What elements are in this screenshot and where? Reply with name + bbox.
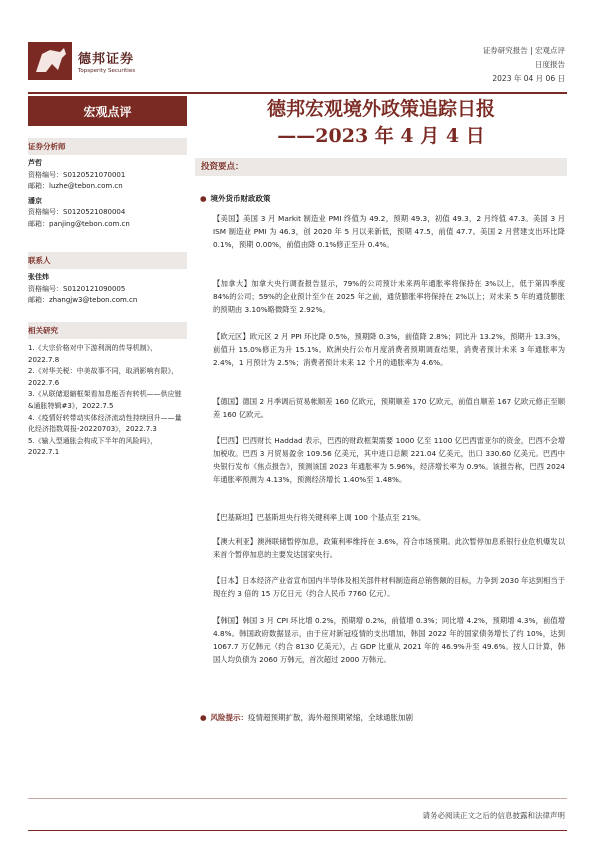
paragraph-japan: 【日本】日本经济产业省宣布国内半导体及相关部件材料制造商总销售额的目标，力争到 2030 年达到相当于现在约 3 倍的 15 万亿日元（约合人民币 7760 亿元）。 bbox=[213, 576, 565, 598]
related-item[interactable]: 5.《输入型通胀会构成下半年的风险吗》，2022.7.1 bbox=[28, 436, 158, 457]
footer-divider bbox=[28, 830, 567, 831]
paragraph-canada: 【加拿大】加拿大央行调查报告显示，79%的公司预计未来两年通胀率将保持在 3%以上，低于第四季度 84%的公司；59%的企业预计至少在 2025 年之前，通货膨胀率将保持在 2%以上；对未来 5 年的通货膨胀的预期由 3.10%略微降至 2.92%。 bbox=[213, 279, 565, 314]
header-divider bbox=[28, 92, 567, 94]
analysts-section bbox=[28, 138, 187, 231]
page-title bbox=[195, 96, 567, 150]
contact-cert: 资格编号：S0120121090005 bbox=[28, 284, 126, 293]
investment-points-heading: 投资要点： bbox=[195, 158, 567, 176]
related-item[interactable]: 3.《从联储退縮框架看加息能否有转机——供应链&通胀特辑#3》，2022.7.5 bbox=[28, 390, 182, 410]
related-item[interactable]: 4.《疫情好转带动实体经济流动性持续回升——量化经济指数周报-20220703》，2022.7.3 bbox=[28, 413, 182, 434]
title-line-2: ——2023 年 4 月 4 日 bbox=[277, 125, 485, 147]
paragraph-brazil: 【巴西】巴西财长 Haddad 表示，巴西的财政框架需要 1000 亿至 1100 亿巴西雷亚尔的资金，巴西不会增加税收。巴西 3 月贸易盈余 109.56 亿美元，其中进口总额 221.04 亿美元，出口 330.60 亿美元。巴西中央银行发布《焦点报告》，预测该国 2023 年通胀率为 5.96%，经济增长率为 0.9%。该报告称，巴西 2024 年通胀率预测为 4.13%，预测经济增长 1.40%至 1.48%。 bbox=[213, 436, 565, 484]
bull-logo-icon bbox=[28, 42, 72, 80]
paragraph-australia: 【澳大利亚】澳洲联储暂停加息，政策利率维持在 3.6%，符合市场预期。此次暂停加息系银行业危机爆发以来首个暂停加息的主要发达国家央行。 bbox=[213, 537, 565, 559]
analyst-name: 潘京 bbox=[28, 196, 42, 205]
header-info bbox=[483, 44, 565, 86]
related-section bbox=[28, 322, 187, 459]
analyst-cert: 资格编号：S0120521070001 bbox=[28, 170, 126, 179]
contact-section bbox=[28, 252, 187, 307]
paragraph-germany: 【德国】德国 2 月季调后贸易帐顺差 160 亿欧元，预期顺差 170 亿欧元，前值自顺差 167 亿欧元修正至顺差 160 亿欧元。 bbox=[213, 397, 565, 419]
risk-notice bbox=[200, 712, 413, 723]
paragraph-eurozone: 【欧元区】欧元区 2 月 PPI 环比降 0.5%，预期降 0.3%，前值降 2.8%；同比升 13.2%，预期升 13.3%，前值升 15.0%修正为升 15.1%。欧洲央行公布月度消费者预期调查结果，消费者预计未来 3 年通胀率为 2.4%，1 月预计为 2.5%；消费者预计未来 12 个月的通胀率为 4.6%。 bbox=[213, 332, 565, 367]
risk-label: 风险提示： bbox=[210, 713, 249, 722]
analyst-email[interactable]: 邮箱：panjing@tebon.com.cn bbox=[28, 219, 130, 228]
related-item[interactable]: 1.《大宗价格对中下游利润的传导机制》，2022.7.8 bbox=[28, 344, 158, 364]
title-line-1: 德邦宏观境外政策追踪日报 bbox=[266, 98, 495, 120]
analyst-email[interactable]: 邮箱：luzhe@tebon.com.cn bbox=[28, 182, 123, 191]
related-item[interactable]: 2.《对华关税：中美故事不同，取消影响有限》，2022.7.6 bbox=[28, 367, 179, 387]
category-badge: 宏观点评 bbox=[28, 96, 187, 126]
subsection-heading: ● 境外货币财政政策 bbox=[200, 194, 271, 203]
logo-name-cn: 德邦证券 bbox=[78, 52, 135, 67]
related-heading: 相关研究 bbox=[28, 322, 187, 339]
risk-text: 疫情超预期扩散，海外超预期紧缩，全球通胀加剧 bbox=[248, 713, 414, 722]
paragraph-us: 【美国】美国 3 月 Markit 制造业 PMI 终值为 49.2，预期 49.3，初值 49.3，2 月终值 47.3。美国 3 月 ISM 制造业 PMI 为 46.3，创 2020 年 5 月以来新低，预期 47.5，前值 47.7。美国 2 月营建支出环比降 0.1%，预期 0.00%，前值由降 0.1%修正至升 0.4%。 bbox=[213, 214, 565, 249]
contact-heading: 联系人 bbox=[28, 252, 187, 269]
report-type: 证券研究报告 | 宏观点评 bbox=[482, 46, 565, 55]
contact-email[interactable]: 邮箱：zhangjw3@tebon.com.cn bbox=[28, 296, 138, 305]
analysts-heading: 证券分析师 bbox=[28, 138, 187, 155]
paragraph-korea: 【韩国】韩国 3 月 CPI 环比增 0.2%，预期增 0.2%，前值增 0.3%；同比增 4.2%，预期增 4.3%，前值增 4.8%。韩国政府数据显示，由于应对新冠疫情的支出增加，韩国 2022 年的国家债务增长了约 10%，达到 1067.7 万亿韩元（约合 8130 亿美元），占 GDP 比重从 2021 年的 46.9%升至 49.6%。按人口计算，韩国人均负债为 2060 万韩元，首次超过 2000 万韩元。 bbox=[213, 616, 565, 664]
footer-divider-top bbox=[28, 798, 567, 799]
bullet-icon: ● bbox=[200, 713, 207, 722]
report-date: 2023 年 04 月 06 日 bbox=[492, 74, 565, 83]
legal-disclaimer: 请务必阅读正文之后的信息披露和法律声明 bbox=[422, 811, 565, 820]
report-frequency: 日度报告 bbox=[535, 60, 565, 69]
logo-name-en: Topsperity Securities bbox=[78, 68, 136, 74]
bullet-icon: ● bbox=[200, 194, 207, 203]
paragraph-pakistan: 【巴基斯坦】巴基斯坦央行将关键利率上调 100 个基点至 21%。 bbox=[213, 513, 426, 522]
analyst-name: 芦哲 bbox=[28, 159, 42, 167]
contact-name: 张佳炜 bbox=[28, 273, 49, 281]
company-logo bbox=[28, 42, 135, 80]
analyst-cert: 资格编号：S0120521080004 bbox=[28, 208, 126, 217]
